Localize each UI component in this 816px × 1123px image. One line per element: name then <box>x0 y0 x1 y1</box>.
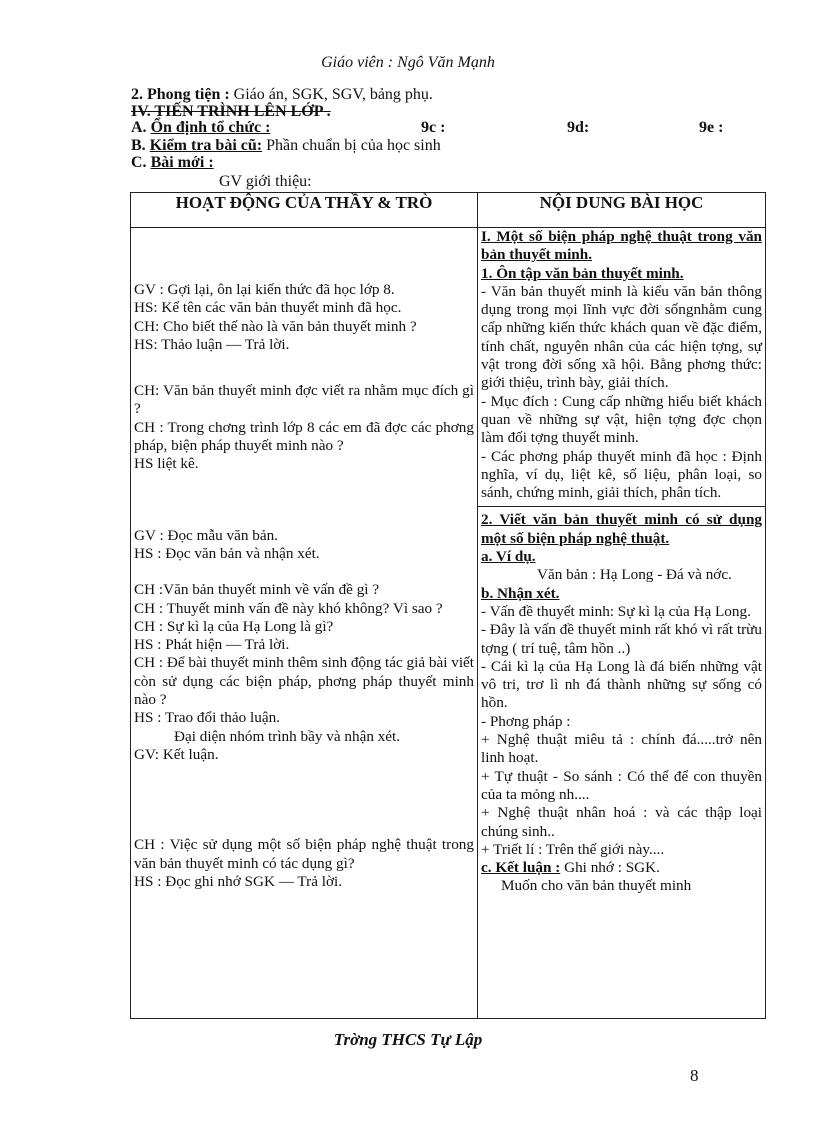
activities-cell <box>131 228 478 1019</box>
prep-value: Giáo án, SGK, SGV, bảng phụ. <box>233 86 433 103</box>
activity-line: CH :Văn bản thuyết minh về vấn đề gì ? <box>134 581 380 599</box>
conclusion-more: Muốn cho văn bản thuyết minh <box>501 877 692 895</box>
sub-heading-2: 2. Viết văn bản thuyết minh có sử dụng một số biện pháp nghệ thuật. <box>481 511 762 547</box>
lesson-table <box>130 192 766 1019</box>
activity-line: CH : Thuyết minh vấn đề này khó không? Vì sao ? <box>134 599 443 617</box>
class-9e: 9e : <box>699 119 724 136</box>
activity-line: HS liệt kê. <box>134 455 199 473</box>
example-label: a. Ví dụ. <box>481 548 536 566</box>
activity-line: GV : Gợi lại, ôn lại kiến thức đã học lớp 8. <box>134 281 395 298</box>
gv-intro: GV giới thiệu: <box>219 173 312 190</box>
activity-line: CH : Trong chơng trình lớp 8 các em đã đợc các phơng pháp, biện pháp thuyết minh nào ? <box>134 418 474 455</box>
section-b-prefix: B. <box>131 137 146 154</box>
section-c-line <box>131 154 214 172</box>
section-c-label: Bài mới : <box>150 154 214 171</box>
conclusion-label: c. Kết luận : <box>481 859 561 877</box>
remark-line: - Cái kì lạ của Hạ Long là đá biến những vật vô tri, trơ lì nh đá thành những sự sống có hồn. <box>481 657 762 712</box>
col-header-activities: HOẠT ĐỘNG CỦA THẦY & TRÒ <box>131 193 478 228</box>
activity-line: HS : Trao đổi thảo luận. <box>134 709 280 727</box>
section-b-line <box>131 137 441 155</box>
activity-line: GV : Đọc mẫu văn bản. <box>134 526 278 544</box>
activity-line: GV: Kết luận. <box>134 745 219 763</box>
remark-line: + Triết lí : Trên thế giới này.... <box>481 840 665 858</box>
sub-heading-1: 1. Ôn tập văn bản thuyết minh. <box>481 264 684 282</box>
remark-line: + Tự thuật - So sánh : Có thể để con thuyền của ta mỏng nh.... <box>481 767 762 803</box>
remark-line: - Đây là vấn đề thuyết minh rất khó vì rất trừu tợng ( trí tuệ, tâm hồn ..) <box>481 621 762 657</box>
activity-line: HS : Phát hiện — Trả lời. <box>134 636 290 654</box>
section-b-label: Kiểm tra bài cũ: <box>149 137 263 154</box>
remark-line: - Vấn đề thuyết minh: Sự kì lạ của Hạ Long. <box>481 602 751 620</box>
conclusion-line <box>481 859 762 877</box>
activity-line: CH : Để bài thuyết minh thêm sinh động tác giả bài viết còn sử dụng các biện pháp, phơng pháp thuyết minh nào ? <box>134 654 474 709</box>
prep-label: 2. Phong tiện : <box>131 86 230 103</box>
activity-line: HS: Thảo luận — Trả lời. <box>134 335 290 353</box>
remarks-label: b. Nhận xét. <box>481 584 560 602</box>
activity-line: CH: Văn bản thuyết minh đợc viết ra nhằm mục đích gì ? <box>134 382 474 418</box>
activity-line: CH : Sự kì lạ của Hạ Long là gì? <box>134 617 334 635</box>
content-para: - Mục đích : Cung cấp những hiểu biết khách quan về những sự vật, hiện tợng đợc chọn làm đối tợng thuyết minh. <box>481 392 762 447</box>
example-text: Văn bản : Hạ Long - Đá và nớc. <box>537 566 732 584</box>
remark-line: - Phơng pháp : <box>481 712 571 730</box>
remark-line: + Nghệ thuật miêu tả : chính đá.....trở nên linh hoạt. <box>481 731 762 767</box>
content-para: - Các phơng pháp thuyết minh đã học : Định nghĩa, ví dụ, liệt kê, số liệu, phân loại, so sánh, chứng minh, giải thích, phân tích. <box>481 447 762 502</box>
conclusion-text: Ghi nhớ : SGK. <box>564 859 660 877</box>
activity-line: CH : Việc sử dụng một số biện pháp nghệ thuật trong văn bản thuyết minh có tác dụng gì? <box>134 836 474 872</box>
col-header-content: NỘI DUNG BÀI HỌC <box>478 193 766 228</box>
section-c-prefix: C. <box>131 154 147 171</box>
section-a-prefix: A. <box>131 119 147 136</box>
section-iv-title: IV. TIẾN TRÌNH LÊN LỚP . <box>131 103 331 120</box>
section-a-label: Ổn định tổ chức : <box>150 119 271 136</box>
prep-line <box>131 86 433 104</box>
school-footer: Trờng THCS Tự Lập <box>333 1030 483 1049</box>
content-para: - Văn bản thuyết minh là kiểu văn bản thông dụng trong mọi lĩnh vực đời sốngnhằm cung cấp những kiến thức khách quan về đặc điểm, tính chất, nguyên nhân của các hiện tợng, sự vật trong đời sống xã hội. Bằng phơng thức: giới thiệu, trình bày, giải thích. <box>481 282 762 392</box>
heading-i: I. Một số biện pháp nghệ thuật trong văn bản thuyết minh. <box>481 228 762 264</box>
class-9c: 9c : <box>421 119 446 136</box>
section-a-line <box>131 119 771 137</box>
activity-line: HS: Kể tên các văn bản thuyết minh đã học. <box>134 299 402 317</box>
content-cell <box>478 228 766 1019</box>
teacher-header: Giáo viên : Ngô Văn Mạnh <box>321 54 495 71</box>
activity-line: CH: Cho biết thế nào là văn bản thuyết minh ? <box>134 317 417 335</box>
activity-line: Đại diện nhóm trình bầy và nhận xét. <box>174 727 401 745</box>
class-9d: 9d: <box>567 119 590 136</box>
activity-line: HS : Đọc văn bản và nhận xét. <box>134 544 320 562</box>
page-number: 8 <box>690 1066 699 1085</box>
section-b-value: Phần chuẩn bị của học sinh <box>266 137 441 154</box>
activity-line: HS : Đọc ghi nhớ SGK — Trả lời. <box>134 872 343 890</box>
remark-line: + Nghệ thuật nhân hoá : và các thập loại chúng sinh.. <box>481 804 762 840</box>
